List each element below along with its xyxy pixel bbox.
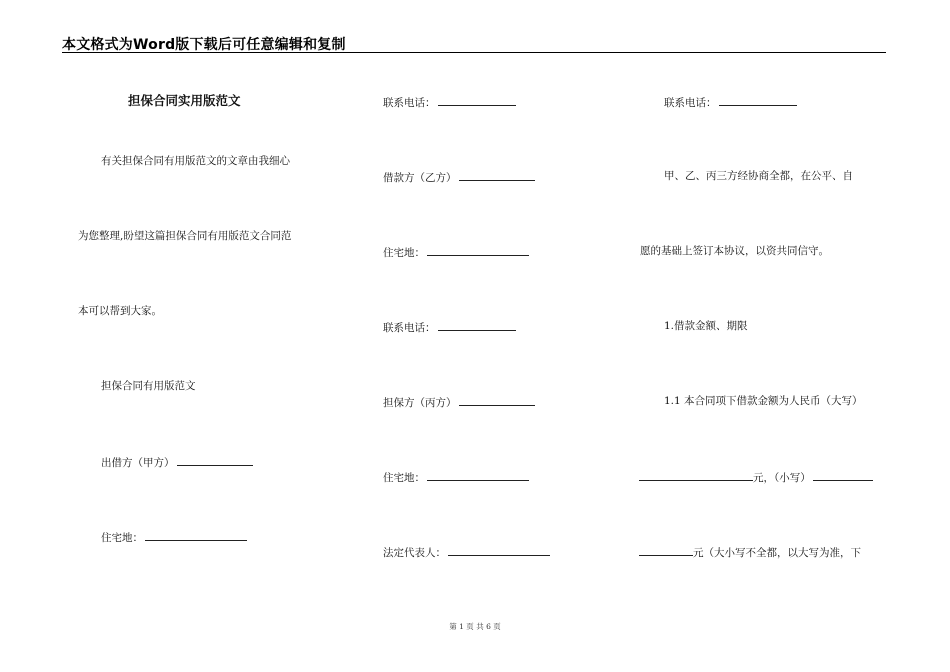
clause-1-1: 1.1 本合同项下借款金额为人民币（大写） bbox=[664, 395, 863, 407]
lender-phone-blank[interactable] bbox=[438, 94, 516, 106]
borrower-address-label: 住宅地： bbox=[383, 247, 425, 259]
legal-representative-field bbox=[383, 544, 550, 560]
guarantor-phone-blank[interactable] bbox=[719, 94, 797, 106]
borrower-phone-field bbox=[383, 319, 516, 335]
header-title: 本文格式为Word版下载后可任意编辑和复制 bbox=[62, 37, 346, 53]
guarantor-label: 担保方（丙方） bbox=[383, 397, 457, 409]
borrower-phone-label: 联系电话： bbox=[383, 322, 436, 334]
legal-representative-blank[interactable] bbox=[448, 544, 550, 556]
amount-note-field bbox=[639, 544, 861, 560]
page-number: 第 1 页 共 6 页 bbox=[449, 622, 501, 631]
guarantor-blank[interactable] bbox=[459, 394, 535, 406]
amount-note-text: 元（大小写不全都，以大写为准，下 bbox=[693, 547, 861, 559]
amount-field bbox=[639, 469, 873, 485]
borrower-address-field bbox=[383, 244, 529, 260]
intro-line-2: 为您整理,盼望这篇担保合同有用版范文合同范 bbox=[78, 230, 292, 242]
intro-line-3: 本可以帮到大家。 bbox=[78, 305, 162, 317]
lender-field bbox=[101, 454, 253, 470]
lender-phone-label: 联系电话： bbox=[383, 97, 436, 109]
guarantor-phone-label: 联系电话： bbox=[664, 97, 717, 109]
legal-representative-label: 法定代表人： bbox=[383, 547, 446, 559]
clause-heading: 1.借款金额、期限 bbox=[664, 320, 748, 332]
borrower-field bbox=[383, 169, 535, 185]
borrower-address-blank[interactable] bbox=[427, 244, 529, 256]
section-heading: 担保合同有用版范文 bbox=[101, 380, 196, 392]
guarantor-field bbox=[383, 394, 535, 410]
borrower-label: 借款方（乙方） bbox=[383, 172, 457, 184]
agreement-line-1: 甲、乙、丙三方经协商全都，在公平、自 bbox=[664, 170, 853, 182]
lender-address-field bbox=[101, 529, 247, 545]
lender-address-label: 住宅地： bbox=[101, 532, 143, 544]
guarantor-address-blank[interactable] bbox=[427, 469, 529, 481]
guarantor-address-label: 住宅地： bbox=[383, 472, 425, 484]
lender-label: 出借方（甲方） bbox=[101, 457, 175, 469]
header-divider bbox=[62, 52, 886, 53]
guarantor-phone-field bbox=[664, 94, 797, 110]
lender-address-blank[interactable] bbox=[145, 529, 247, 541]
lender-phone-field bbox=[383, 94, 516, 110]
borrower-blank[interactable] bbox=[459, 169, 535, 181]
amount-note-blank[interactable] bbox=[639, 544, 693, 556]
amount-lowercase-blank[interactable] bbox=[813, 469, 873, 481]
lender-blank[interactable] bbox=[177, 454, 253, 466]
document-title: 担保合同实用版范文 bbox=[128, 93, 241, 108]
guarantor-address-field bbox=[383, 469, 529, 485]
amount-uppercase-blank[interactable] bbox=[639, 469, 753, 481]
amount-unit-label: 元，（小写） bbox=[753, 472, 811, 484]
agreement-line-2: 愿的基础上签订本协议，以资共同信守。 bbox=[640, 245, 829, 257]
borrower-phone-blank[interactable] bbox=[438, 319, 516, 331]
intro-line-1: 有关担保合同有用版范文的文章由我细心 bbox=[101, 155, 290, 167]
